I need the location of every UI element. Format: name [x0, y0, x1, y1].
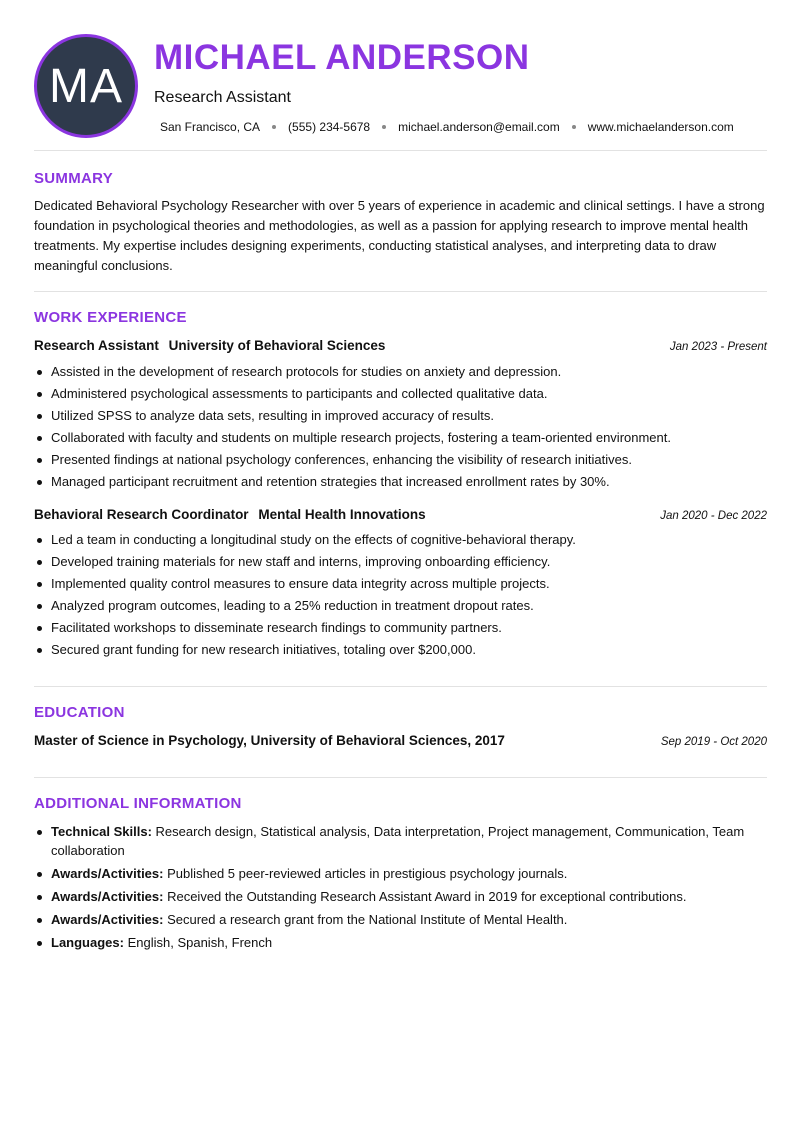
- resume-header: [0, 0, 800, 150]
- job-dates: Jan 2023 - Present: [669, 341, 767, 353]
- list-item: [34, 864, 769, 883]
- list-item: Implemented quality control measures to ensure data integrity across multiple projects.: [34, 575, 769, 592]
- separator-dot: [572, 125, 576, 129]
- list-item: Collaborated with faculty and students on multiple research projects, fostering a team-oriented environment.: [34, 429, 769, 446]
- education-dates: Sep 2019 - Oct 2020: [660, 736, 767, 748]
- item-label: Technical Skills:: [51, 824, 152, 839]
- section-divider: [34, 150, 767, 151]
- list-item: [34, 933, 769, 952]
- list-item: Analyzed program outcomes, leading to a 25% reduction in treatment dropout rates.: [34, 597, 769, 614]
- summary-text: Dedicated Behavioral Psychology Researcher with over 5 years of experience in academic and clinical settings. I have a strong foundation in psychological theories and methodologies, as well as a passion for applying research to improve mental health treatments. My expertise includes designing experiments, conducting statistical analyses, and interpreting data to draw meaningful conclusions.: [34, 198, 765, 273]
- separator-dot: [272, 125, 276, 129]
- item-text: Secured a research grant from the National Institute of Mental Health.: [163, 912, 568, 927]
- list-item: Developed training materials for new staff and interns, improving onboarding efficiency.: [34, 553, 769, 570]
- job-bullet-list: [34, 531, 769, 663]
- list-item: Led a team in conducting a longitudinal study on the effects of cognitive-behavioral therapy.: [34, 531, 769, 548]
- list-item: [34, 887, 769, 906]
- list-item: Facilitated workshops to disseminate research findings to community partners.: [34, 619, 769, 636]
- item-label: Awards/Activities:: [51, 889, 164, 904]
- section-divider: [34, 777, 767, 778]
- list-item: Assisted in the development of research protocols for studies on anxiety and depression.: [34, 363, 769, 380]
- additional-info-heading: ADDITIONAL INFORMATION: [34, 795, 242, 812]
- contact-location: San Francisco, CA: [160, 120, 261, 134]
- item-label: Awards/Activities:: [51, 912, 164, 927]
- candidate-role: Research Assistant: [154, 89, 291, 106]
- list-item: Utilized SPSS to analyze data sets, resulting in improved accuracy of results.: [34, 407, 769, 424]
- list-item: Secured grant funding for new research initiatives, totaling over $200,000.: [34, 641, 769, 658]
- job-header: [34, 338, 767, 353]
- additional-info-list: [34, 822, 769, 956]
- separator-dot: [382, 125, 386, 129]
- summary-heading: SUMMARY: [34, 170, 114, 187]
- item-text: Research design, Statistical analysis, Data interpretation, Project management, Communication, Team collaboration: [51, 824, 745, 858]
- contact-email[interactable]: michael.anderson@email.com: [398, 120, 560, 134]
- job-company: University of Behavioral Sciences: [168, 338, 386, 353]
- education-entry: [34, 733, 767, 748]
- work-experience-heading: WORK EXPERIENCE: [34, 309, 187, 326]
- item-text: English, Spanish, French: [123, 935, 273, 950]
- list-item: [34, 910, 769, 929]
- job-position: Research Assistant: [34, 338, 159, 353]
- contact-bar: [160, 120, 734, 134]
- contact-phone: (555) 234-5678: [288, 120, 371, 134]
- job-title: [34, 338, 385, 353]
- job-dates: Jan 2020 - Dec 2022: [660, 510, 767, 522]
- job-bullet-list: [34, 363, 769, 495]
- list-item: Administered psychological assessments to participants and collected qualitative data.: [34, 385, 769, 402]
- list-item: Presented findings at national psychology conferences, enhancing the visibility of research initiatives.: [34, 451, 769, 468]
- degree: Master of Science in Psychology, University of Behavioral Sciences, 2017: [34, 733, 505, 748]
- item-label: Languages:: [51, 935, 124, 950]
- job-header: [34, 507, 767, 522]
- job-company: Mental Health Innovations: [258, 507, 426, 522]
- list-item: [34, 822, 769, 860]
- education-heading: EDUCATION: [34, 704, 125, 721]
- item-label: Awards/Activities:: [51, 866, 164, 881]
- contact-website[interactable]: www.michaelanderson.com: [587, 120, 734, 134]
- avatar-initials: MA: [49, 59, 123, 113]
- item-text: Received the Outstanding Research Assistant Award in 2019 for exceptional contributions.: [163, 889, 687, 904]
- job-position: Behavioral Research Coordinator: [34, 507, 249, 522]
- list-item: Managed participant recruitment and retention strategies that increased enrollment rates by 30%.: [34, 473, 769, 490]
- item-text: Published 5 peer-reviewed articles in prestigious psychology journals.: [163, 866, 568, 881]
- candidate-name: MICHAEL ANDERSON: [154, 38, 530, 77]
- avatar: [34, 34, 138, 138]
- job-title: [34, 507, 426, 522]
- section-divider: [34, 686, 767, 687]
- section-divider: [34, 291, 767, 292]
